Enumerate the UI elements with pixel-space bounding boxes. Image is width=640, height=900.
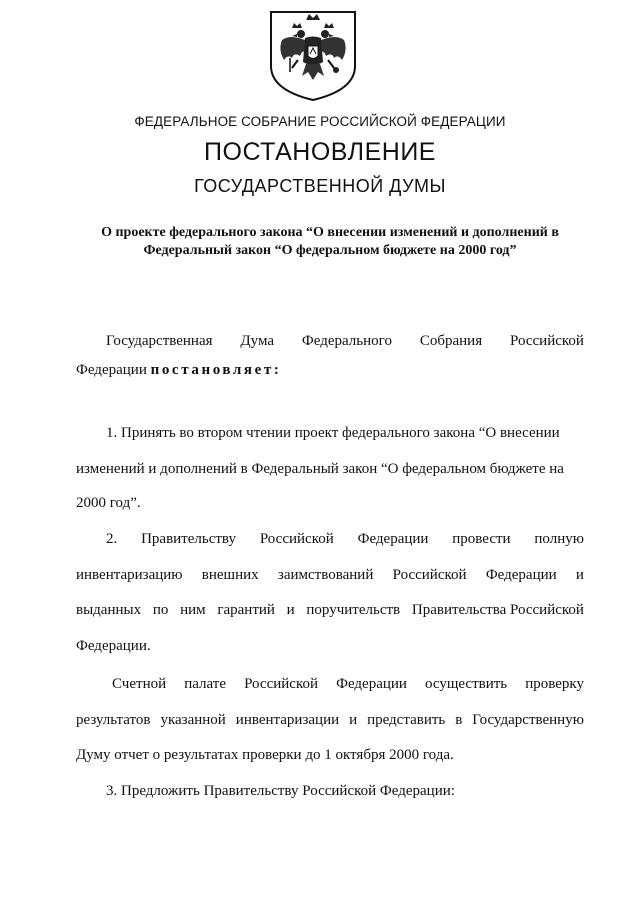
word: Российской [392, 567, 467, 583]
word: Российской [510, 333, 584, 349]
word: в [455, 712, 463, 728]
word: представить [367, 712, 446, 728]
word: выданных [76, 602, 142, 618]
word: Дума [240, 333, 275, 349]
coat-of-arms-emblem [268, 10, 358, 102]
word: Государственная [106, 333, 213, 349]
word: по [152, 602, 169, 618]
parliament-name: ФЕДЕРАЛЬНОЕ СОБРАНИЕ РОССИЙСКОЙ ФЕДЕРАЦИИ [134, 114, 506, 129]
word: инвентаризации [235, 712, 340, 728]
item-2-line: Федерации. [76, 638, 151, 654]
word: поручительств [306, 602, 401, 618]
item-2-line [76, 566, 584, 584]
word: Счетной [112, 676, 167, 692]
word: полную [534, 531, 584, 547]
word: Федерации [336, 676, 407, 692]
word: результатов [76, 712, 151, 728]
word: и [349, 712, 358, 728]
subject-line: Федеральный закон “О федеральном бюджете на 2000 год” [143, 243, 517, 258]
preamble-text: Федерации [76, 362, 151, 378]
word: Федерации [357, 531, 429, 547]
item-1-line: 1. Принять во втором чтении проект федерального закона “О внесении [106, 425, 560, 441]
word: Федерального [301, 333, 392, 349]
word: и [575, 567, 584, 583]
preamble-line [106, 332, 584, 350]
word: и [286, 602, 295, 618]
word: 2. [106, 531, 118, 547]
word: проверку [525, 676, 584, 692]
audit-line [76, 711, 584, 729]
word: заимствований [277, 567, 374, 583]
word: гарантий [217, 602, 275, 618]
preamble-line [76, 361, 281, 379]
audit-line: Думу отчет о результатах проверки до 1 октября 2000 года. [76, 747, 454, 763]
resolution-subject [60, 224, 600, 260]
word: инвентаризацию [76, 567, 183, 583]
item-1-line: изменений и дополнений в Федеральный закон “О федеральном бюджете на [76, 461, 564, 477]
item-2-line [76, 601, 584, 619]
word: внешних [201, 567, 259, 583]
word: Федерации [485, 567, 557, 583]
word: Государственную [472, 712, 584, 728]
word: осуществить [425, 676, 508, 692]
word: Правительству [141, 531, 236, 547]
word: ним [180, 602, 206, 618]
word: палате [184, 676, 226, 692]
word: Российской [244, 676, 319, 692]
word: указанной [160, 712, 226, 728]
item-2-line [106, 530, 584, 548]
resolves-keyword: постановляет: [150, 362, 282, 378]
document-issuer: ГОСУДАРСТВЕННОЙ ДУМЫ [194, 176, 446, 196]
subject-line: О проекте федерального закона “О внесении изменений и дополнений в [101, 225, 559, 240]
document-type-title: ПОСТАНОВЛЕНИЕ [204, 138, 436, 166]
item-3-line: 3. Предложить Правительству Российской Федерации: [106, 783, 455, 799]
word: Собрания [419, 333, 483, 349]
word: Российской [259, 531, 334, 547]
item-1-line: 2000 год”. [76, 495, 141, 511]
word: Правительства Российской [411, 602, 584, 618]
word: провести [452, 531, 511, 547]
audit-line [112, 675, 584, 693]
